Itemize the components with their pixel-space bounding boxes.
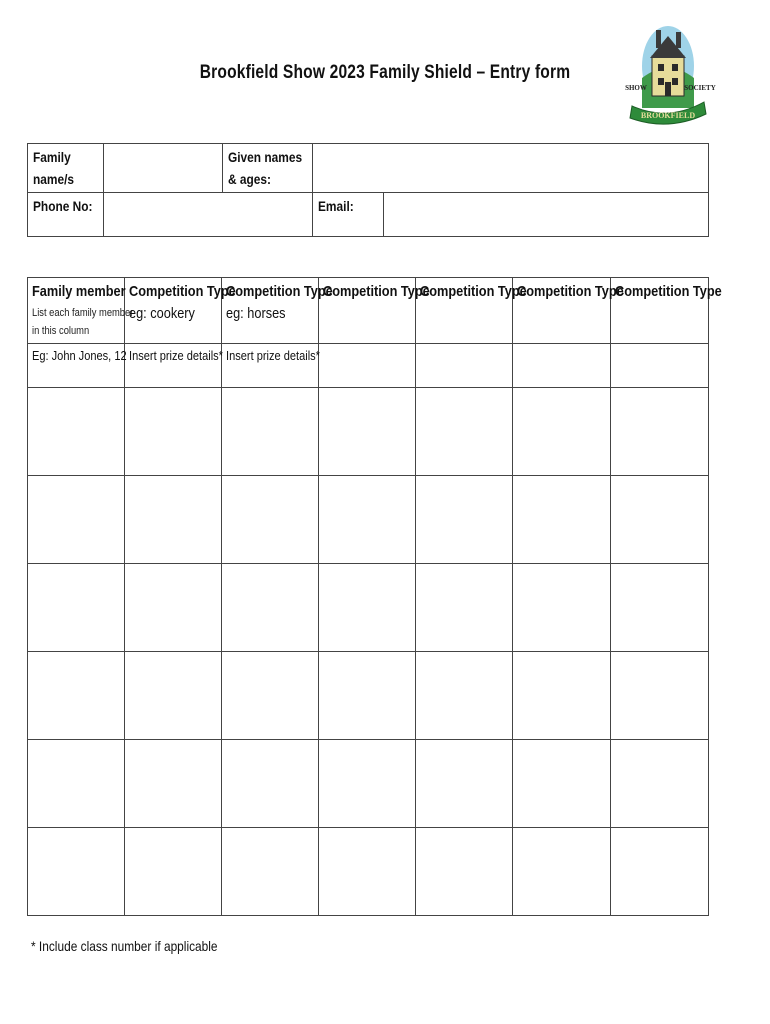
prize-details-cell[interactable]	[222, 828, 319, 916]
logo-left-text: SHOW	[625, 84, 647, 92]
prize-details-cell[interactable]	[125, 652, 222, 740]
prize-details-cell[interactable]	[319, 564, 416, 652]
prize-details-cell[interactable]	[611, 476, 709, 564]
phone-field[interactable]	[104, 193, 313, 237]
prize-details-cell[interactable]	[416, 476, 513, 564]
example-prize-text: Insert prize details*	[226, 348, 320, 363]
prize-details-cell[interactable]	[125, 564, 222, 652]
given-names-label-line2: & ages:	[228, 171, 271, 187]
prize-details-cell[interactable]	[611, 652, 709, 740]
logo-banner-text: BROOKFIELD	[640, 111, 696, 120]
header-competition-type-title: Competition Type	[420, 283, 527, 300]
header-example-cookery: eg: cookery	[129, 305, 195, 322]
prize-details-cell[interactable]	[319, 740, 416, 828]
prize-details-cell[interactable]	[319, 476, 416, 564]
competition-grid	[27, 277, 722, 916]
example-row	[28, 344, 709, 388]
prize-details-cell[interactable]	[611, 828, 709, 916]
entry-row	[28, 564, 709, 652]
prize-details-cell[interactable]	[222, 740, 319, 828]
footnote-text: * Include class number if applicable	[31, 938, 218, 954]
prize-details-cell[interactable]	[513, 828, 611, 916]
entry-row	[28, 388, 709, 476]
header-competition-type-title: Competition Type	[323, 283, 430, 300]
show-society-logo-icon	[622, 18, 714, 130]
phone-label	[28, 193, 104, 237]
entry-row	[28, 740, 709, 828]
prize-details-cell[interactable]	[416, 388, 513, 476]
family-names-field[interactable]	[104, 144, 223, 193]
prize-details-cell[interactable]	[513, 476, 611, 564]
prize-details-cell[interactable]	[125, 740, 222, 828]
prize-details-cell[interactable]	[222, 388, 319, 476]
header-competition-type-4	[416, 278, 527, 344]
header-row	[28, 278, 709, 344]
family-member-cell[interactable]	[28, 564, 125, 652]
header-competition-type-5	[513, 278, 624, 344]
form-title: Brookfield Show 2023 Family Shield – Entry form	[199, 62, 571, 83]
header-family-member-title: Family member	[32, 283, 126, 300]
prize-details-cell[interactable]	[125, 388, 222, 476]
entry-rows	[28, 388, 709, 916]
email-label	[313, 193, 384, 237]
prize-details-cell[interactable]	[125, 476, 222, 564]
prize-details-cell[interactable]	[319, 652, 416, 740]
prize-details-cell[interactable]	[611, 564, 709, 652]
family-names-label	[28, 144, 104, 193]
header-family-member-hint1: List each family member	[32, 307, 134, 319]
family-member-cell[interactable]	[28, 388, 125, 476]
prize-details-cell[interactable]	[416, 740, 513, 828]
prize-details-cell[interactable]	[222, 564, 319, 652]
prize-details-cell[interactable]	[416, 564, 513, 652]
example-prize-cell	[222, 344, 319, 388]
example-prize-text: Insert prize details*	[129, 348, 223, 363]
header-competition-type-3	[319, 278, 430, 344]
prize-details-cell[interactable]	[513, 740, 611, 828]
phone-label-text: Phone No:	[33, 198, 93, 214]
email-field[interactable]	[384, 193, 709, 237]
header-example-horses: eg: horses	[226, 305, 286, 322]
example-family-member-text: Eg: John Jones, 12	[32, 348, 127, 363]
family-names-label-line2: name/s	[33, 171, 75, 187]
family-member-cell[interactable]	[28, 652, 125, 740]
prize-details-cell[interactable]	[611, 740, 709, 828]
entry-row	[28, 828, 709, 916]
family-info-table	[27, 143, 709, 237]
example-empty-cell[interactable]	[611, 344, 709, 388]
family-member-cell[interactable]	[28, 740, 125, 828]
header-family-member-hint2: in this column	[32, 325, 90, 337]
given-names-field[interactable]	[313, 144, 709, 193]
email-label-text: Email:	[318, 198, 354, 214]
example-empty-cell[interactable]	[513, 344, 611, 388]
family-member-cell[interactable]	[28, 828, 125, 916]
header-competition-type-2	[222, 278, 333, 344]
header-family-member	[28, 278, 134, 344]
family-member-cell[interactable]	[28, 476, 125, 564]
footnote	[31, 938, 250, 954]
header-competition-type-title: Competition Type	[615, 283, 722, 300]
header-competition-type-title: Competition Type	[517, 283, 624, 300]
entry-row	[28, 476, 709, 564]
prize-details-cell[interactable]	[416, 828, 513, 916]
logo-right-text: SOCIETY	[684, 84, 716, 92]
header-competition-type-6	[611, 278, 722, 344]
prize-details-cell[interactable]	[222, 476, 319, 564]
example-prize-cell	[125, 344, 222, 388]
family-names-label-line1: Family	[33, 149, 71, 165]
header-competition-type-1	[125, 278, 236, 344]
header-competition-type-title: Competition Type	[226, 283, 333, 300]
prize-details-cell[interactable]	[125, 828, 222, 916]
entry-row	[28, 652, 709, 740]
header-competition-type-title: Competition Type	[129, 283, 236, 300]
prize-details-cell[interactable]	[513, 564, 611, 652]
prize-details-cell[interactable]	[319, 828, 416, 916]
given-names-label	[223, 144, 313, 193]
prize-details-cell[interactable]	[319, 388, 416, 476]
prize-details-cell[interactable]	[222, 652, 319, 740]
example-family-member-cell	[28, 344, 125, 388]
prize-details-cell[interactable]	[513, 388, 611, 476]
prize-details-cell[interactable]	[416, 652, 513, 740]
given-names-label-line1: Given names	[228, 149, 303, 165]
example-empty-cell[interactable]	[319, 344, 416, 388]
prize-details-cell[interactable]	[611, 388, 709, 476]
example-empty-cell[interactable]	[416, 344, 513, 388]
prize-details-cell[interactable]	[513, 652, 611, 740]
